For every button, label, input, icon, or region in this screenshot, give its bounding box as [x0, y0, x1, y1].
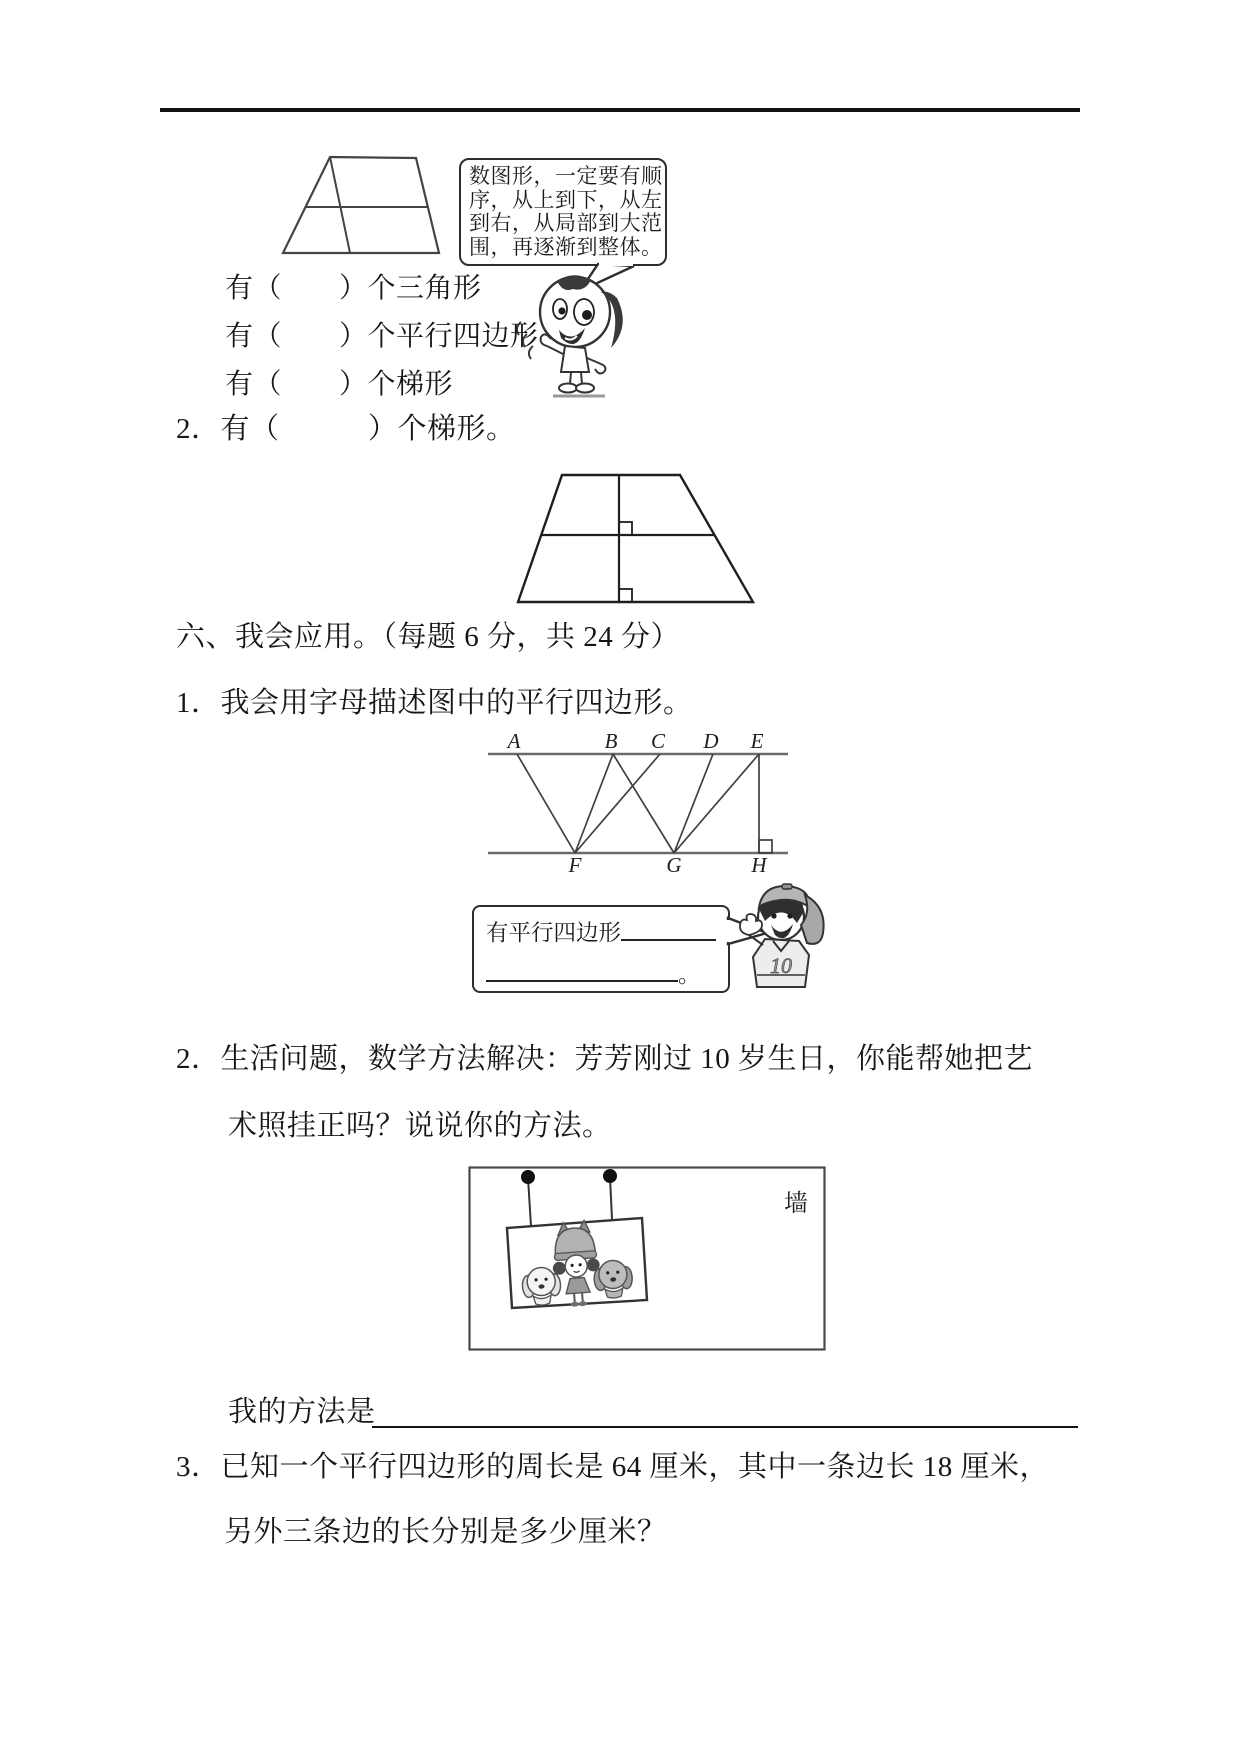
- answer-prefix: 有平行四边形: [486, 920, 622, 946]
- answer-blank-2[interactable]: [486, 957, 678, 983]
- nail-right: [603, 1169, 617, 1183]
- point-label-C: C: [650, 730, 666, 753]
- point-label-D: D: [703, 730, 719, 753]
- point-label-B: B: [604, 730, 618, 753]
- bubble-line: 围，再逐渐到整体。: [469, 234, 663, 259]
- nail-left: [521, 1170, 535, 1184]
- boy-teeth: [775, 927, 789, 928]
- segments: [517, 754, 759, 853]
- jersey-number: 10: [770, 953, 792, 978]
- right-angle-mark: [759, 840, 772, 853]
- answer-suffix: 。: [678, 962, 701, 988]
- wall-photo-figure: [468, 1166, 826, 1352]
- mascot-pupil-left: [558, 307, 565, 314]
- section6-q2-line2: 术照挂正吗？说说你的方法。: [228, 1110, 612, 1142]
- trapezoid-figure-1: [270, 148, 455, 260]
- point-label-F: F: [568, 853, 582, 875]
- bubble-line: 序，从上到下，从左: [469, 187, 663, 212]
- section6-q1-text: 1．我会用字母描述图中的平行四边形。: [176, 687, 693, 719]
- answer-line-2: [486, 957, 716, 991]
- section6-q3-line2: 另外三条边的长分别是多少厘米？: [224, 1516, 667, 1548]
- trapezoid-outline: [283, 157, 439, 253]
- bubble-line: 到右，从局部到大范: [469, 211, 663, 236]
- answer-line-1: [486, 915, 716, 949]
- trapezoid-outline: [518, 475, 753, 602]
- section6-q2-line1: 2．生活问题，数学方法解决：芳芳刚过 10 岁生日，你能帮她把艺: [176, 1043, 1034, 1075]
- point-label-G: G: [666, 853, 682, 875]
- mascot-speech-bubble: [459, 158, 667, 266]
- boy-character: [735, 883, 845, 1018]
- method-answer-blank[interactable]: [372, 1398, 1078, 1428]
- point-label-A: A: [507, 730, 521, 753]
- count-line-parallelograms: 有（ ）个平行四边形: [225, 321, 539, 352]
- trapezoid-figure-2: [505, 468, 765, 610]
- interior-slant-line: [330, 157, 350, 253]
- right-angle-mark: [619, 589, 632, 602]
- wall-label: 墙: [784, 1191, 808, 1217]
- cap-button: [782, 884, 792, 889]
- boy-eye-left: [771, 913, 776, 918]
- question-2-text: 2．有（ ）个梯形。: [176, 413, 516, 445]
- parallel-lines-figure: [480, 730, 805, 875]
- boy-eye-right: [787, 913, 792, 918]
- answer-blank-1[interactable]: [621, 915, 716, 941]
- section6-q3-line1: 3．已知一个平行四边形的周长是 64 厘米，其中一条边长 18 厘米，: [176, 1451, 1050, 1483]
- count-line-trapezoids: 有（ ）个梯形: [225, 369, 454, 400]
- method-label: 我的方法是: [228, 1396, 376, 1428]
- bubble-line: 数图形，一定要有顺: [469, 164, 663, 188]
- top-rule: [160, 108, 1080, 112]
- answer-speech-bubble: [472, 905, 730, 993]
- section-6-header: 六、我会应用。（每题 6 分，共 24 分）: [176, 621, 681, 653]
- right-angle-mark: [619, 522, 632, 535]
- point-label-E: E: [750, 730, 764, 753]
- point-label-H: H: [751, 853, 767, 875]
- mascot-pupil-right: [582, 310, 592, 320]
- count-line-triangles: 有（ ）个三角形: [225, 273, 482, 304]
